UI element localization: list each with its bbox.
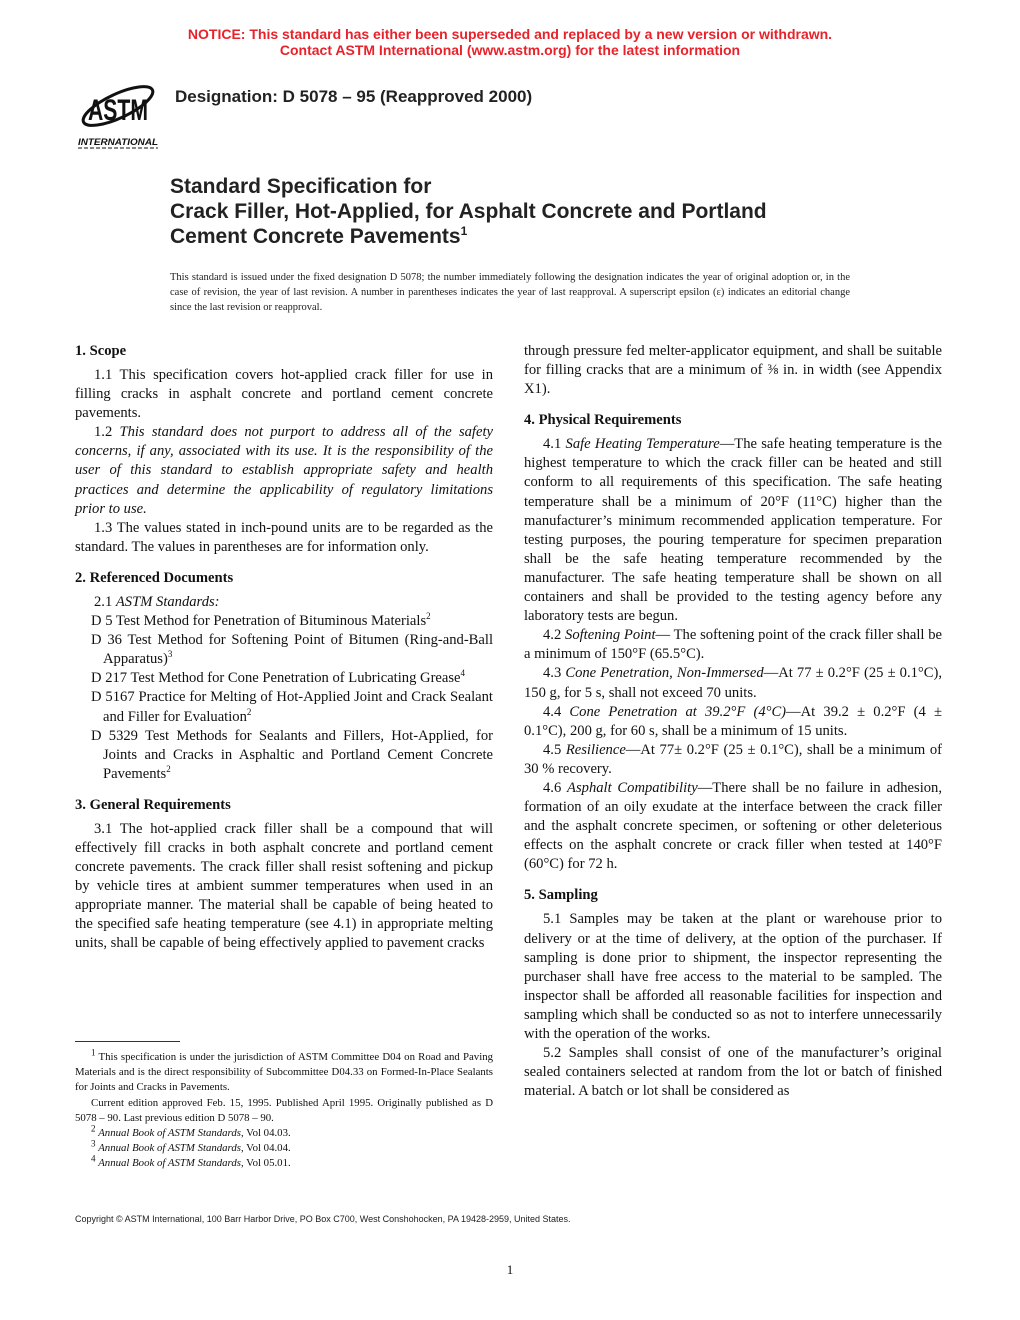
svg-text:ASTM: ASTM — [88, 94, 148, 127]
text-run: 4.3 — [543, 665, 566, 682]
text-run: through pressure fed melter-applicator equipment, and shall be suitable for filling cracks that are a minimum of ⅜ in. in width (see Appendix X1). — [524, 343, 942, 398]
text-run: , Vol 04.04. — [240, 1142, 291, 1155]
text-run: , Vol 04.03. — [240, 1127, 291, 1140]
footnote — [75, 1096, 493, 1126]
title-line-3 — [170, 224, 767, 249]
italic-text: Resilience — [565, 741, 626, 758]
text-run: 1.1 This specification covers hot-applied crack filler for use in filling cracks in asphalt concrete and portland cement concrete pavements. — [75, 367, 493, 422]
footnote-ref: 2 — [246, 706, 252, 717]
footnote — [75, 1138, 493, 1156]
text-run: 4.4 — [543, 703, 570, 720]
italic-text: Cone Penetration, Non-Immersed — [565, 665, 764, 682]
section-heading — [75, 796, 493, 815]
paragraph — [75, 423, 493, 518]
paragraph — [524, 435, 942, 626]
paragraph — [75, 820, 493, 954]
text-run: , Vol 05.01. — [240, 1157, 291, 1170]
text-run: 4.1 — [543, 436, 566, 453]
italic-text: Asphalt Compatibility — [567, 779, 698, 796]
designation: Designation: D 5078 – 95 (Reapproved 2000) — [175, 87, 533, 106]
text-run: Current edition approved Feb. 15, 1995. Published April 1995. Originally published as D 5078 – 90. Last previous edition D 5078 – 90. — [75, 1096, 493, 1124]
preamble: This standard is issued under the fixed designation D 5078; the number immediately following the designation indicates the year of original adoption or, in the case of revision, the year of last revision. A number in parentheses indicates the year of last reapproval. A superscript epsilon (ε) indicates an editorial change since the last revision or reapproval. — [170, 272, 850, 313]
italic-text: Annual Book of ASTM Standards — [98, 1157, 241, 1170]
italic-text: ASTM Standards: — [115, 593, 220, 610]
paragraph — [524, 1044, 942, 1101]
text-run: 3.1 The hot-applied crack filler shall be a compound that will effectively fill cracks in both asphalt concrete and portland cement concrete pavements. The crack filler shall resist softening and pickup by vehicle tires at ambient summer temperatures when used in an appropriate manner. The material shall be capable of being heated to the specified safe heating temperature (see 4.1) in appropriate melting units, shall be capable of being effectively applied to pavement cracks — [75, 820, 493, 952]
paragraph — [524, 342, 942, 399]
text-run: D 5167 Practice for Melting of Hot-Applied Joint and Crack Sealant and Filler for Evaluation — [91, 689, 493, 725]
footnotes — [75, 1047, 493, 1172]
astm-logo — [76, 74, 160, 150]
right-column — [524, 342, 942, 1101]
paragraph — [524, 703, 942, 741]
text-run: 4.2 — [543, 627, 566, 644]
page-number: 1 — [506, 1262, 514, 1277]
title-line-1: Standard Specification for — [170, 175, 432, 198]
text-run: D 5 Test Method for Penetration of Bituminous Materials — [91, 613, 427, 630]
italic-text: This standard does not purport to address all of the safety concerns, if any, associated with its use. It is the responsibility of the user of this standard to establish appropriate safety and health practices and determine the applicability of regulatory limitations prior to use. — [75, 424, 493, 517]
text-run: 5.2 Samples shall consist of one of the manufacturer’s original sealed containers selected at random from the lot or batch of finished material. A batch or lot shall be considered as — [524, 1045, 942, 1100]
italic-text: Safe Heating Temperature — [565, 436, 720, 453]
text-run: 1. Scope — [75, 343, 127, 359]
footnote-ref: 3 — [167, 649, 173, 660]
text-run: 4.6 — [543, 779, 568, 796]
paragraph — [75, 366, 493, 423]
reference-item — [75, 631, 493, 669]
paragraph — [524, 626, 942, 664]
text-run: 2. Referenced Documents — [75, 569, 234, 586]
text-run: 5.1 Samples may be taken at the plant or warehouse prior to delivery or at the time of delivery, at the option of the purchaser. If sampling is done prior to shipment, the inspector representing the purchaser shall have free access to the material to be sampled. The inspector shall be afforded all reasonable facilities for inspection and sampling which shall be conducted so as not to interfere unnecessarily with the operation of the works. — [524, 911, 942, 1042]
footnote — [75, 1153, 493, 1171]
text-run: This specification is under the jurisdiction of ASTM Committee D04 on Road and Paving Materials and is the direct responsibility of Subcommittee D04.33 on Formed-In-Place Sealants for Joints and Cracks in Pavements. — [75, 1051, 493, 1094]
text-run: —There shall be no failure in adhesion, formation of an oily exudate at the interface between the crack filler and the asphalt concrete specimen, or softening or other deleterious effects on the asphalt concrete or crack filler when tested at 140°F (60°C) for 72 h. — [524, 779, 942, 873]
supersession-notice — [0, 26, 1020, 58]
notice-line-2: Contact ASTM International (www.astm.org) for the latest information — [279, 42, 741, 58]
text-run: D 5329 Test Methods for Sealants and Fillers, Hot-Applied, for Joints and Cracks in Asphaltic and Portland Cement Concrete Pavements — [91, 727, 493, 782]
text-run: 2.1 — [94, 593, 116, 610]
text-run: D 217 Test Method for Cone Penetration of Lubricating Grease — [91, 670, 461, 687]
reference-item — [75, 688, 493, 726]
text-run: —At 39.2 ± 0.2°F (4 ± 0.1°C), 200 g, for 60 s, shall be a minimum of 15 units. — [524, 703, 943, 739]
document-title — [170, 174, 767, 249]
astm-logo-icon — [76, 74, 160, 150]
section-heading — [524, 886, 942, 905]
paragraph — [524, 779, 942, 874]
footnote-ref: 1 — [91, 1047, 96, 1058]
footnote-divider — [75, 1041, 180, 1042]
footnote-ref: 4 — [460, 668, 466, 679]
footnote — [75, 1123, 493, 1141]
paragraph — [75, 519, 493, 557]
text-run: 3. General Requirements — [75, 796, 231, 813]
paragraph — [524, 664, 942, 702]
left-column — [75, 342, 493, 954]
text-run: 5. Sampling — [524, 887, 598, 904]
copyright: Copyright © ASTM International, 100 Barr Harbor Drive, PO Box C700, West Conshohocken, PA 19428-2959, United States. — [75, 1214, 571, 1224]
footnote-ref: 2 — [426, 611, 431, 622]
italic-text: Softening Point — [565, 627, 656, 644]
footnote-ref: 2 — [91, 1123, 96, 1134]
italic-text: Annual Book of ASTM Standards — [98, 1142, 241, 1155]
text-run: —The safe heating temperature is the highest temperature to which the crack filler can be heated and still conform to all requirements of this specification. The safe heating temperature shall be a minimum of 20°F (11°C) higher than the manufacturer’s minimum recommended application temperature. For testing purposes, the pouring temperature for specimen preparation shall be the safe heating temperature recommended by the manufacturer. The safe heating temperature shall be shown on all containers and shall be provided to the testing agency before any laboratory tests are begun. — [524, 436, 942, 625]
title-line-3-text: Cement Concrete Pavements — [170, 225, 461, 248]
section-heading — [524, 411, 942, 430]
paragraph — [524, 741, 942, 779]
reference-item — [75, 727, 493, 784]
italic-text: Cone Penetration at 39.2°F (4°C) — [569, 703, 787, 720]
text-run: 4.5 — [543, 741, 566, 758]
text-run: 4. Physical Requirements — [524, 412, 682, 429]
reference-item — [75, 669, 493, 688]
section-heading — [75, 569, 493, 588]
text-run: — The softening point of the crack filler shall be a minimum of 150°F (65.5°C). — [524, 627, 942, 663]
notice-line-1: NOTICE: This standard has either been superseded and replaced by a new version or withdrawn. — [187, 26, 833, 42]
italic-text: Annual Book of ASTM Standards — [98, 1127, 241, 1140]
title-line-2: Crack Filler, Hot-Applied, for Asphalt Concrete and Portland — [170, 200, 767, 223]
reference-item — [75, 612, 493, 631]
title-footnote-ref: 1 — [460, 224, 468, 238]
footnote-ref: 4 — [91, 1153, 96, 1164]
svg-text:INTERNATIONAL: INTERNATIONAL — [78, 137, 158, 147]
footnote-ref: 3 — [91, 1138, 96, 1149]
text-run: D 36 Test Method for Softening Point of Bitumen (Ring-and-Ball Apparatus) — [91, 632, 493, 668]
text-run: 1.3 The values stated in inch-pound units are to be regarded as the standard. The values in parentheses are for information only. — [75, 519, 493, 555]
text-run: 1.2 — [94, 424, 120, 441]
text-run: —At 77 ± 0.2°F (25 ± 0.1°C), 150 g, for 5 s, shall not exceed 70 units. — [524, 665, 942, 701]
footnote-ref: 2 — [166, 763, 171, 774]
footnote — [75, 1047, 493, 1096]
section-heading — [75, 342, 493, 361]
text-run: —At 77± 0.2°F (25 ± 0.1°C), shall be a minimum of 30 % recovery. — [524, 741, 943, 777]
paragraph — [524, 910, 942, 1044]
paragraph — [75, 593, 493, 612]
